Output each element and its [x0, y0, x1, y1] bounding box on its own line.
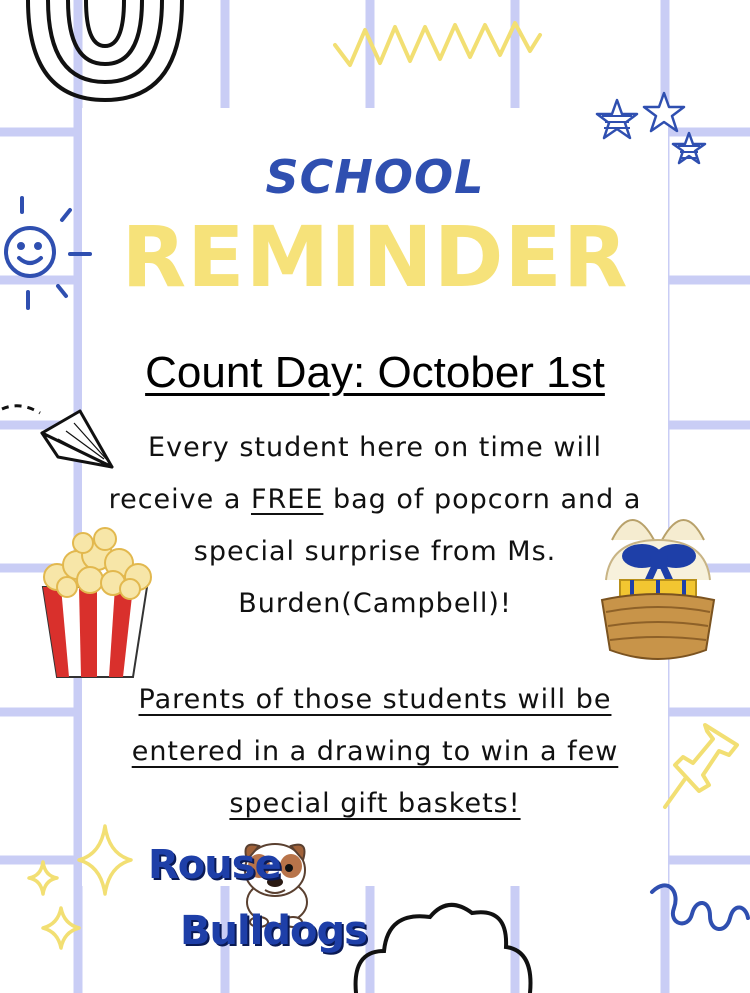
rainbow-icon	[20, 0, 190, 110]
cloud-icon	[348, 895, 538, 993]
title-school: SCHOOL	[265, 150, 485, 204]
free-emphasis: FREE	[250, 484, 324, 515]
message-part-1: Every student here on time will receive a	[108, 432, 602, 515]
count-day-heading: Count Day: October 1st	[145, 348, 605, 397]
rouse-bulldogs-logo	[140, 830, 367, 965]
push-pin-icon	[655, 715, 750, 825]
logo-word-bulldogs: Bulldogs	[180, 908, 367, 954]
title-reminder: REMINDER	[121, 208, 629, 306]
logo-word-rouse: Rouse	[148, 842, 281, 888]
spring-icon	[648, 872, 750, 952]
zigzag-icon	[330, 15, 545, 70]
popcorn-message	[100, 422, 650, 630]
sparkle-icon	[25, 820, 140, 960]
parents-drawing-note: Parents of those students will be entered in a drawing to win a few special gift baskets!	[131, 684, 619, 819]
message-part-2: bag of popcorn and a special surprise from Ms. Burden(Campbell)!	[193, 484, 642, 619]
